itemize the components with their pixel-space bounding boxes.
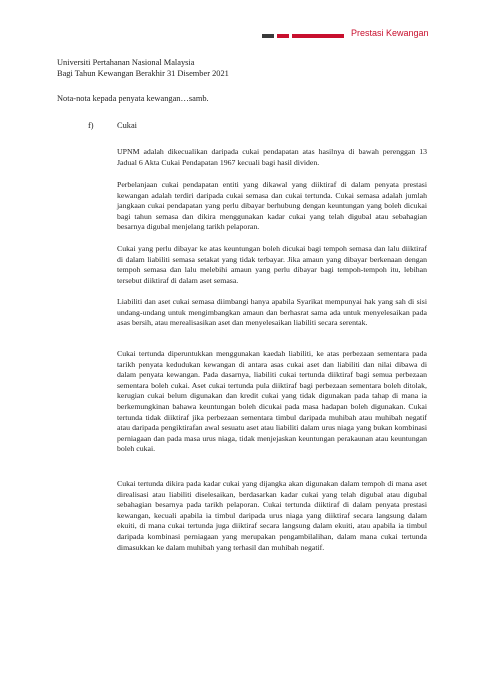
- notes-heading: Nota-nota kepada penyata kewangan…samb.: [57, 94, 209, 103]
- page-header-title: Prestasi Kewangan: [351, 28, 429, 38]
- paragraph-deferred-tax-rate: Cukai tertunda dikira pada kadar cukai yang dijangka akan digunakan dalam tempoh di mana aset direalisasi atau liabiliti diselesaikan, berdasarkan kadar cukai yang telah digubal atau digubal sebahagian besarnya pada tarikh pelaporan. Cukai tertunda diiktiraf di dalam penyata prestasi kewangan, kecuali apabila ia timbul daripada urus niaga yang diiktiraf secara langsung dalam ekuiti, di mana cukai tertunda juga diiktiraf secara langsung dalam ekuiti, atau apabila ia timbul daripada kombinasi perniagaan yang merupakan pengambilalihan, dalam mana cukai tertunda dimasukkan ke dalam muhibah yang terhasil dan muhibah negatif.: [117, 479, 427, 552]
- section-number: f): [88, 121, 94, 130]
- accent-bar-red-segment: [277, 34, 289, 38]
- organization-block: [57, 58, 229, 79]
- header-accent-bar: [262, 34, 344, 38]
- accent-bar-red-long-segment: [292, 34, 344, 38]
- paragraph-tax-payable: Cukai yang perlu dibayar ke atas keuntungan boleh dicukai bagi tempoh semasa dan lalu diiktiraf di dalam liabiliti semasa setakat yang tidak terbayar. Jika amaun yang dibayar berkenaan dengan tempoh semasa dan lalu melebihi amaun yang perlu dibayar bagi tempoh-tempoh itu, lebihan tersebut diiktiraf di dalam aset semasa.: [117, 244, 427, 285]
- paragraph-exemption: UPNM adalah dikecualikan daripada cukai pendapatan atas hasilnya di bawah perenggan 13 Jadual 6 Akta Cukai Pendapatan 1967 kecuali bagi hasil dividen.: [117, 147, 427, 167]
- paragraph-deferred-tax-method: Cukai tertunda diperuntukkan menggunakan kaedah liabiliti, ke atas perbezaan sementara pada tarikh penyata kedudukan kewangan di antara asas cukai aset dan liabiliti dan nilai dibawa di dalam penyata kewangan. Pada dasarnya, liabiliti cukai tertunda diiktiraf bagi semua perbezaan sementara boleh cukai. Aset cukai tertunda pula diiktiraf bagi perbezaan sementara boleh ditolak, kerugian cukai belum digunakan dan kredit cukai yang tidak digunakan pada tahap di mana ia berkemungkinan bahawa keuntungan boleh dicukai pada masa hadapan boleh digunakan. Cukai tertunda tidak diiktiraf jika perbezaan sementara timbul daripada muhibah atau muhibah negatif atau daripada pengiktirafan awal sesuatu aset atau liabiliti dalam urus niaga yang bukan kombinasi perniagaan dan pada masa urus niaga, tidak menjejaskan keuntungan perakaunan atau keuntungan boleh cukai.: [117, 349, 427, 454]
- paragraph-offsetting: Liabiliti dan aset cukai semasa diimbangi hanya apabila Syarikat mempunyai hak yang sah di sisi undang-undang untuk mengimbangkan amaun dan berhasrat sama ada untuk menyelesaikan pada asas bersih, atau merealisasikan aset dan menyelesaikan liabiliti secara serentak.: [117, 297, 427, 328]
- paragraph-income-tax-expense: Perbelanjaan cukai pendapatan entiti yang dikawal yang diiktiraf di dalam penyata prestasi kewangan adalah terdiri daripada cukai semasa dan cukai tertunda. Cukai semasa adalah jumlah jangkaan cukai pendapatan yang perlu dibayar berhubung dengan keuntungan yang boleh dicukai bagi tahun semasa dan dikira menggunakan kadar cukai yang telah digubal atau sebahagian besarnya digubal menjelang tarikh pelaporan.: [117, 180, 427, 232]
- organization-name: Universiti Pertahanan Nasional Malaysia: [57, 58, 195, 67]
- accent-bar-dark-segment: [262, 34, 274, 38]
- section-title: Cukai: [117, 121, 138, 130]
- reporting-period: Bagi Tahun Kewangan Berakhir 31 Disember 2021: [57, 68, 229, 78]
